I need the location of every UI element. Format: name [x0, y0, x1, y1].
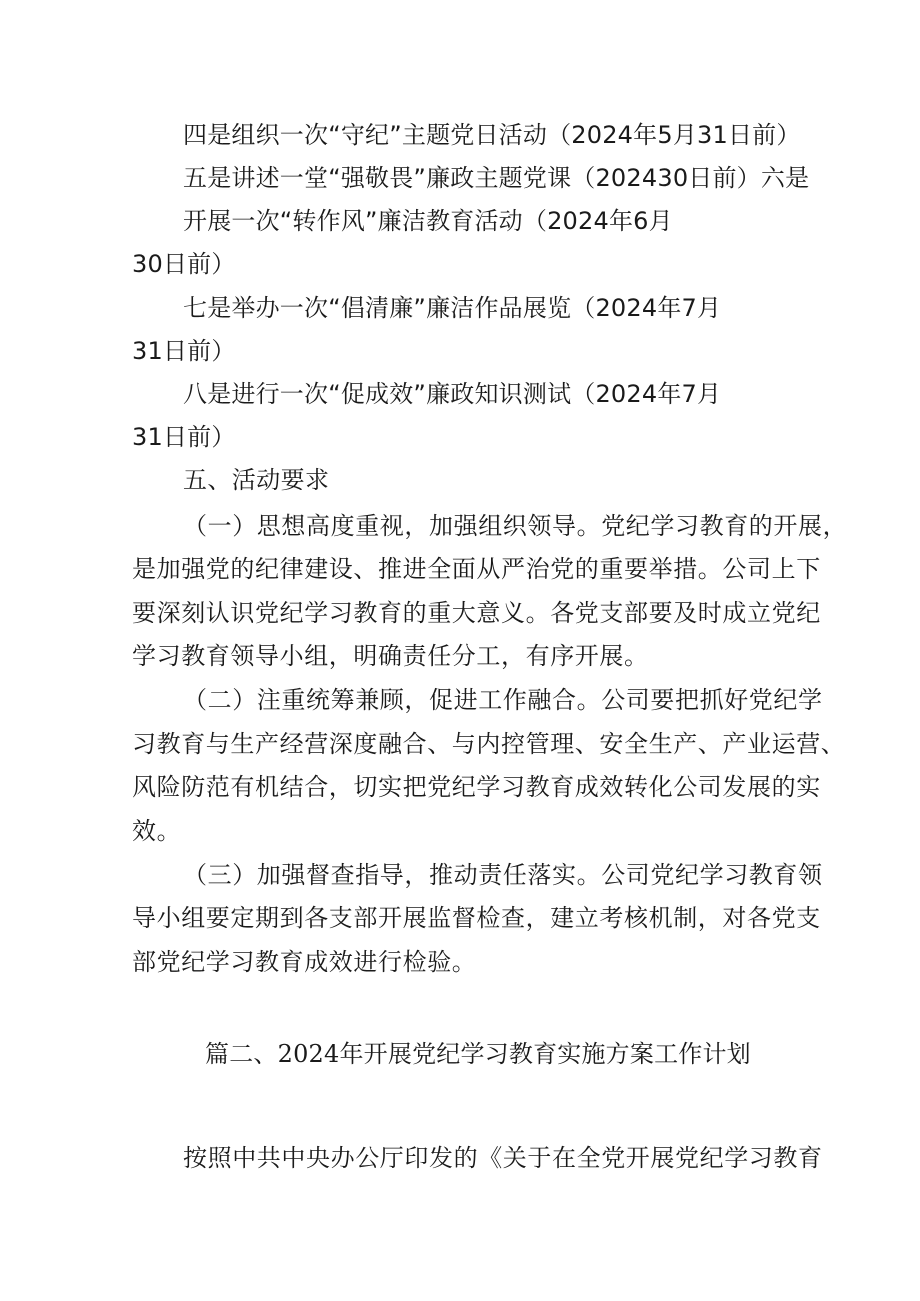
requirement-1-line: 学习教育领导小组，明确责任分工，有序开展。 [132, 642, 649, 670]
requirement-3-line: 部党纪学习教育成效进行检验。 [132, 948, 477, 976]
requirement-1-line: 是加强党的纪律建设、推进全面从严治党的重要举措。公司上下 [132, 555, 821, 583]
article-intro: 按照中共中央办公厅印发的《关于在全党开展党纪学习教育 [183, 1144, 823, 1172]
schedule-item-8: 八是进行一次“促成效”廉政知识测试（2024年7月 [183, 380, 722, 408]
schedule-item-5: 五是讲述一堂“强敬畏”廉政主题党课（202430日前）六是 [183, 164, 810, 192]
schedule-item-8-date: 31日前） [132, 423, 236, 451]
requirement-1-line: （一）思想高度重视，加强组织领导。党纪学习教育的开展， [183, 512, 848, 540]
requirement-1-line: 要深刻认识党纪学习教育的重大意义。各党支部要及时成立党纪 [132, 599, 821, 627]
requirement-2-line: 习教育与生产经营深度融合、与内控管理、安全生产、产业运营、 [132, 730, 846, 758]
schedule-item-4: 四是组织一次“守纪”主题党日活动（2024年5月31日前） [183, 121, 801, 149]
requirement-2-line: （二）注重统筹兼顾，促进工作融合。公司要把抓好党纪学 [183, 686, 823, 714]
schedule-item-6: 开展一次“转作风”廉洁教育活动（2024年6月 [183, 207, 673, 235]
requirement-2-line: 效。 [132, 817, 182, 845]
schedule-item-7: 七是举办一次“倡清廉”廉洁作品展览（2024年7月 [183, 294, 722, 322]
requirement-3-line: 导小组要定期到各支部开展监督检查，建立考核机制，对各党支 [132, 904, 821, 932]
schedule-item-6-date: 30日前） [132, 250, 236, 278]
requirement-3-line: （三）加强督查指导，推动责任落实。公司党纪学习教育领 [183, 861, 823, 889]
article-title: 篇二、2024年开展党纪学习教育实施方案工作计划 [205, 1040, 751, 1068]
schedule-item-7-date: 31日前） [132, 337, 236, 365]
requirement-2-line: 风险防范有机结合，切实把党纪学习教育成效转化公司发展的实 [132, 773, 821, 801]
section-heading: 五、活动要求 [183, 466, 330, 494]
